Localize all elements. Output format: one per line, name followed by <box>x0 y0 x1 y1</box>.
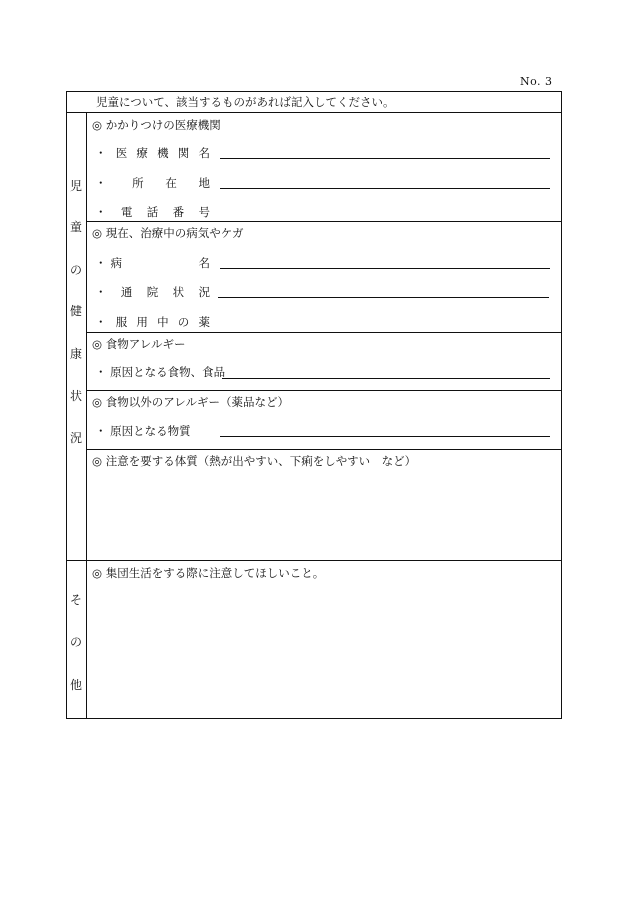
address-line[interactable] <box>220 188 550 189</box>
other-entry-area[interactable] <box>90 584 558 714</box>
other-section-title: ◎ 集団生活をする際に注意してほしいこと。 <box>92 566 325 580</box>
divider <box>86 332 562 333</box>
divider <box>66 112 562 113</box>
food-allergy-field-label: ・ 原因となる食物、食品 <box>95 365 226 379</box>
treatment-title: ◎ 現在、治療中の病気やケガ <box>92 226 244 240</box>
page-number: No. 3 <box>520 75 553 88</box>
medical-title: ◎ かかりつけの医療機関 <box>92 118 221 132</box>
divider <box>86 449 562 450</box>
label-column-divider <box>86 112 87 719</box>
other-allergy-field-label: ・ 原因となる物質 <box>95 424 191 438</box>
hospital-visits-line[interactable] <box>218 297 549 298</box>
field-label-hospital: ・ 医 療 機 関 名 <box>95 146 210 160</box>
field-label-illness: ・ 病 名 <box>95 256 210 270</box>
other-allergy-line[interactable] <box>220 436 550 437</box>
hospital-name-line[interactable] <box>220 158 550 159</box>
constitution-title: ◎ 注意を要する体質（熱が出やすい、下痢をしやすい など） <box>92 454 417 468</box>
food-allergy-line[interactable] <box>222 378 550 379</box>
health-label-char: 康 <box>69 347 82 361</box>
food-allergy-title: ◎ 食物アレルギー <box>92 337 186 351</box>
health-label-char: 状 <box>69 389 82 403</box>
health-label-char: 健 <box>69 304 82 318</box>
other-label-char: そ <box>69 593 82 607</box>
health-label-char: の <box>69 263 82 277</box>
health-label-char: 児 <box>69 179 82 193</box>
intro-text: 児童について、該当するものがあれば記入してください。 <box>96 95 395 109</box>
field-label-medication: ・ 服 用 中 の 薬 <box>95 315 210 329</box>
illness-line[interactable] <box>220 268 550 269</box>
other-label-char: 他 <box>69 678 82 692</box>
divider <box>86 221 562 222</box>
field-label-hospital-visits: ・ 通 院 状 況 <box>95 285 210 299</box>
field-label-address: ・ 所 在 地 <box>95 176 210 190</box>
other-label-char: の <box>69 635 82 649</box>
other-allergy-title: ◎ 食物以外のアレルギー（薬品など） <box>92 395 289 409</box>
constitution-entry-area[interactable] <box>90 472 558 558</box>
health-label-char: 況 <box>69 431 82 445</box>
health-label-char: 童 <box>69 220 82 234</box>
section-divider <box>66 560 562 561</box>
field-label-phone: ・ 電 話 番 号 <box>95 205 210 219</box>
divider <box>86 390 562 391</box>
